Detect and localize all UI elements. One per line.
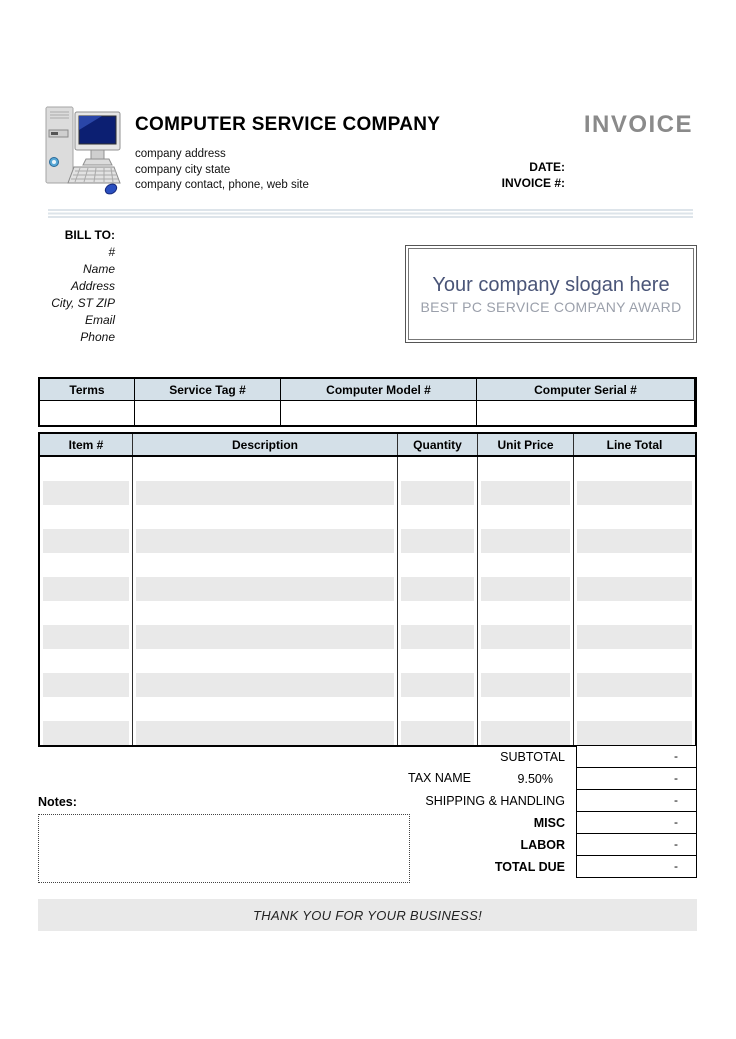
items-cell[interactable] <box>133 721 398 745</box>
items-cell[interactable] <box>574 625 695 649</box>
notes-input-box[interactable] <box>38 814 410 883</box>
bill-to-label: BILL TO: <box>64 228 115 242</box>
total-value-cell[interactable]: - <box>576 745 697 768</box>
items-row <box>40 649 695 673</box>
total-value-cell[interactable]: - <box>576 767 697 790</box>
items-row <box>40 601 695 625</box>
bill-to-field-label: City, ST ZIP <box>51 296 115 310</box>
total-label: LABOR <box>520 837 565 852</box>
items-cell[interactable] <box>40 577 133 601</box>
items-header-cell: Item # <box>40 434 133 455</box>
items-cell[interactable] <box>133 673 398 697</box>
terms-header-cell: Computer Serial # <box>477 379 695 400</box>
total-value-cell[interactable]: - <box>576 789 697 812</box>
total-tax-rate <box>38 772 576 786</box>
items-cell[interactable] <box>133 625 398 649</box>
items-cell[interactable] <box>40 457 133 481</box>
items-cell[interactable] <box>133 529 398 553</box>
items-cell[interactable] <box>574 481 695 505</box>
items-cell[interactable] <box>398 529 478 553</box>
items-cell[interactable] <box>398 673 478 697</box>
items-cell[interactable] <box>478 721 574 745</box>
items-cell[interactable] <box>398 625 478 649</box>
items-cell[interactable] <box>574 457 695 481</box>
bill-to-field-label: # <box>108 245 115 259</box>
desktop-computer-icon <box>44 103 122 197</box>
items-cell[interactable] <box>133 505 398 529</box>
items-header-cell: Description <box>133 434 398 455</box>
items-row <box>40 505 695 529</box>
items-cell[interactable] <box>133 577 398 601</box>
items-cell[interactable] <box>40 481 133 505</box>
total-value-cell[interactable]: - <box>576 855 697 878</box>
header-divider <box>48 209 693 218</box>
terms-value-cell[interactable] <box>281 400 477 425</box>
items-row <box>40 673 695 697</box>
company-slogan-inner <box>408 248 694 340</box>
items-cell[interactable] <box>574 553 695 577</box>
items-cell[interactable] <box>478 673 574 697</box>
footer-message: THANK YOU FOR YOUR BUSINESS! <box>253 907 482 923</box>
total-tax-name-label: TAX NAME <box>408 771 471 785</box>
invoice-page <box>38 0 697 1039</box>
terms-header-cell: Terms <box>40 379 135 400</box>
items-cell[interactable] <box>478 697 574 721</box>
items-cell[interactable] <box>478 649 574 673</box>
items-cell[interactable] <box>40 625 133 649</box>
invoice-title: INVOICE <box>583 111 693 138</box>
company-address-line: company contact, phone, web site <box>135 179 309 191</box>
total-value-cell[interactable]: - <box>576 833 697 856</box>
terms-value-cell[interactable] <box>40 400 135 425</box>
date-label: DATE: <box>529 160 565 174</box>
items-cell[interactable] <box>478 529 574 553</box>
items-cell[interactable] <box>574 577 695 601</box>
company-address-line: company address <box>135 148 226 160</box>
tax-rate-value: 9.50% <box>517 771 553 786</box>
terms-table <box>38 377 697 427</box>
items-cell[interactable] <box>574 721 695 745</box>
items-cell[interactable] <box>478 625 574 649</box>
total-row <box>38 745 697 768</box>
invoice-number-label: INVOICE #: <box>501 175 565 190</box>
items-cell[interactable] <box>478 457 574 481</box>
items-cell[interactable] <box>40 673 133 697</box>
items-cell[interactable] <box>398 577 478 601</box>
items-cell[interactable] <box>40 553 133 577</box>
items-cell[interactable] <box>398 697 478 721</box>
total-label: SHIPPING & HANDLING <box>425 793 565 808</box>
items-row <box>40 553 695 577</box>
company-address <box>135 147 440 194</box>
total-label: TOTAL DUE <box>494 859 565 874</box>
items-row <box>40 577 695 601</box>
terms-header-cell: Service Tag # <box>135 379 281 400</box>
items-cell[interactable] <box>133 457 398 481</box>
bill-to-section <box>38 228 115 346</box>
footer-bar <box>38 899 697 931</box>
date-invoice-labels <box>502 160 565 191</box>
items-cell[interactable] <box>40 649 133 673</box>
items-row <box>40 697 695 721</box>
items-row <box>40 457 695 481</box>
terms-value-cell[interactable] <box>135 400 281 425</box>
items-cell[interactable] <box>40 697 133 721</box>
items-cell[interactable] <box>478 481 574 505</box>
company-address-line: company city state <box>135 163 231 176</box>
items-cell[interactable] <box>478 553 574 577</box>
terms-table-body <box>40 400 695 425</box>
items-cell[interactable] <box>574 673 695 697</box>
line-items-table <box>38 432 697 747</box>
items-cell[interactable] <box>398 649 478 673</box>
total-row <box>38 767 697 790</box>
bill-to-field-label: Phone <box>80 330 115 344</box>
terms-header-cell: Computer Model # <box>281 379 477 400</box>
total-label: MISC <box>533 815 565 830</box>
items-cell[interactable] <box>133 553 398 577</box>
items-cell[interactable] <box>478 601 574 625</box>
items-cell[interactable] <box>398 601 478 625</box>
line-items-body <box>40 457 695 745</box>
items-cell[interactable] <box>398 481 478 505</box>
company-block <box>135 114 440 194</box>
total-label: SUBTOTAL <box>500 749 565 764</box>
items-row <box>40 529 695 553</box>
items-header-cell: Line Total <box>574 434 695 455</box>
items-cell[interactable] <box>574 649 695 673</box>
items-cell[interactable] <box>478 577 574 601</box>
items-row <box>40 721 695 745</box>
total-row <box>38 789 697 812</box>
items-cell[interactable] <box>133 649 398 673</box>
items-header-cell: Unit Price <box>478 434 574 455</box>
items-cell[interactable] <box>574 697 695 721</box>
items-cell[interactable] <box>478 505 574 529</box>
items-cell[interactable] <box>574 505 695 529</box>
items-cell[interactable] <box>133 481 398 505</box>
bill-to-field-label: Name <box>82 262 115 276</box>
bill-to-field-label: Email <box>84 313 115 327</box>
slogan-text: Your company slogan here <box>432 273 670 296</box>
company-name: COMPUTER SERVICE COMPANY <box>135 114 441 135</box>
bill-to-field-label: Address <box>70 279 115 293</box>
items-cell[interactable] <box>40 529 133 553</box>
items-cell[interactable] <box>40 721 133 745</box>
items-cell[interactable] <box>398 505 478 529</box>
items-cell[interactable] <box>574 529 695 553</box>
items-header-cell: Quantity <box>398 434 478 455</box>
total-value-cell[interactable]: - <box>576 811 697 834</box>
line-items-header <box>40 434 695 457</box>
terms-table-header <box>40 379 695 400</box>
items-cell[interactable] <box>133 601 398 625</box>
items-row <box>40 481 695 505</box>
terms-value-cell[interactable] <box>477 400 695 425</box>
items-cell[interactable] <box>398 721 478 745</box>
items-cell[interactable] <box>40 505 133 529</box>
items-row <box>40 625 695 649</box>
items-cell[interactable] <box>40 601 133 625</box>
items-cell[interactable] <box>398 553 478 577</box>
slogan-award-text: BEST PC SERVICE COMPANY AWARD <box>420 298 682 315</box>
bill-to-lines <box>38 244 115 346</box>
items-cell[interactable] <box>398 457 478 481</box>
company-slogan-box <box>405 245 697 343</box>
items-cell[interactable] <box>133 697 398 721</box>
notes-label: Notes: <box>38 795 77 809</box>
items-cell[interactable] <box>574 601 695 625</box>
